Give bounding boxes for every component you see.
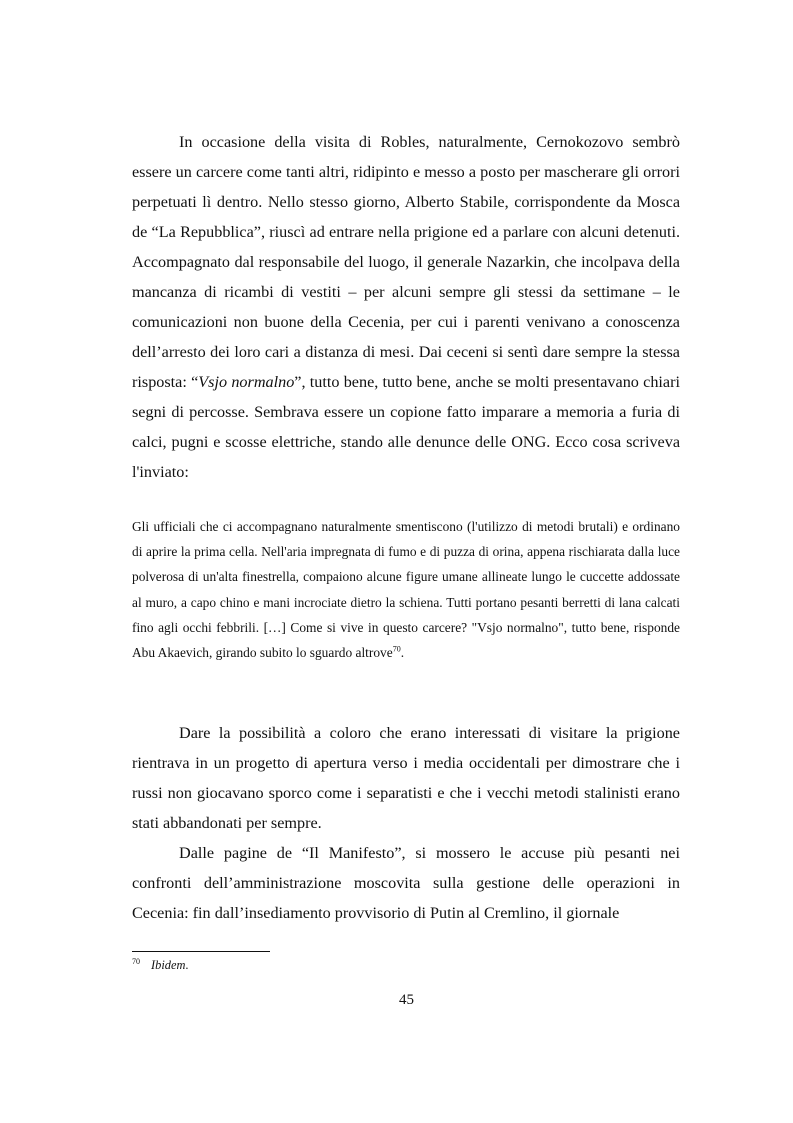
footnote-separator	[132, 951, 270, 952]
paragraph-media-opening: Dare la possibilità a coloro che erano interessati di visitare la prigione rientrava in un progetto di apertura verso i media occidentali per dimostrare che i russi non giocavano sporco come i separatisti e che i vecchi metodi stalinisti erano stati abbandonati per sempre.	[132, 724, 680, 832]
page-number: 45	[399, 992, 414, 1008]
quote-text: Gli ufficiali che ci accompagnano naturalmente smentiscono (l'utilizzo di metodi brutali) e ordinano di aprire la prima cella. Nell'aria impregnata di fumo e di puzza di orina, appena rischiarata dalla luce polverosa di un'alta finestrella, compaiono alcune figure umane allineate lungo le cuccette addossate al muro, a capo chino e mani incrociate dietro la schiena. Tutti portano pesanti berretti di lana calcati fino agli occhi febbrili. […] Come si vive in questo carcere? "Vsjo normalno", tutto bene, risponde Abu Akaevich, girando subito lo sguardo altrove$^{70}$.	[132, 519, 680, 661]
body-paragraphs	[132, 718, 680, 928]
footnote-number: 70	[132, 957, 140, 966]
footnote-text: Ibidem	[151, 958, 186, 973]
block-quote	[132, 514, 680, 665]
paragraph-il-manifesto: Dalle pagine de “Il Manifesto”, si mossero le accuse più pesanti nei confronti dell’amministrazione moscovita sulla gestione delle operazioni in Cecenia: fin dall’insediamento provvisorio di Putin al Cremlino, il giornale	[132, 844, 680, 922]
body-paragraph	[132, 127, 680, 487]
footnote-reference[interactable]: 70	[392, 644, 401, 654]
paragraph-robles-visit: In occasione della visita di Robles, naturalmente, Cernokozovo sembrò essere un carcere come tanti altri, ridipinto e messo a posto per mascherare gli orrori perpetuati lì dentro. Nello stesso giorno, Alberto Stabile, corrispondente da Mosca de “La Repubblica”, riuscì ad entrare nella prigione ed a parlare con alcuni detenuti. Accompagnato dal responsabile del luogo, il generale Nazarkin, che incolpava della mancanza di ricambi di vestiti – per alcuni sempre gli stessi da settimane – le comunicazioni non buone della Cecenia, per cui i parenti venivano a conoscenza dell’arresto dei loro cari a distanza di mesi. Dai ceceni si sentì dare sempre la stessa risposta: “Vsjo normalno”, tutto bene, tutto bene, anche se molti presentavano chiari segni di percosse. Sembrava essere un copione fatto imparare a memoria a furia di calci, pugni e scosse elettriche, stando alle denunce delle ONG. Ecco cosa scriveva l'inviato:	[132, 133, 680, 481]
italic-phrase: Vsjo normalno	[198, 373, 295, 391]
footnote: $^{70}$ Ibidem.	[132, 957, 189, 973]
